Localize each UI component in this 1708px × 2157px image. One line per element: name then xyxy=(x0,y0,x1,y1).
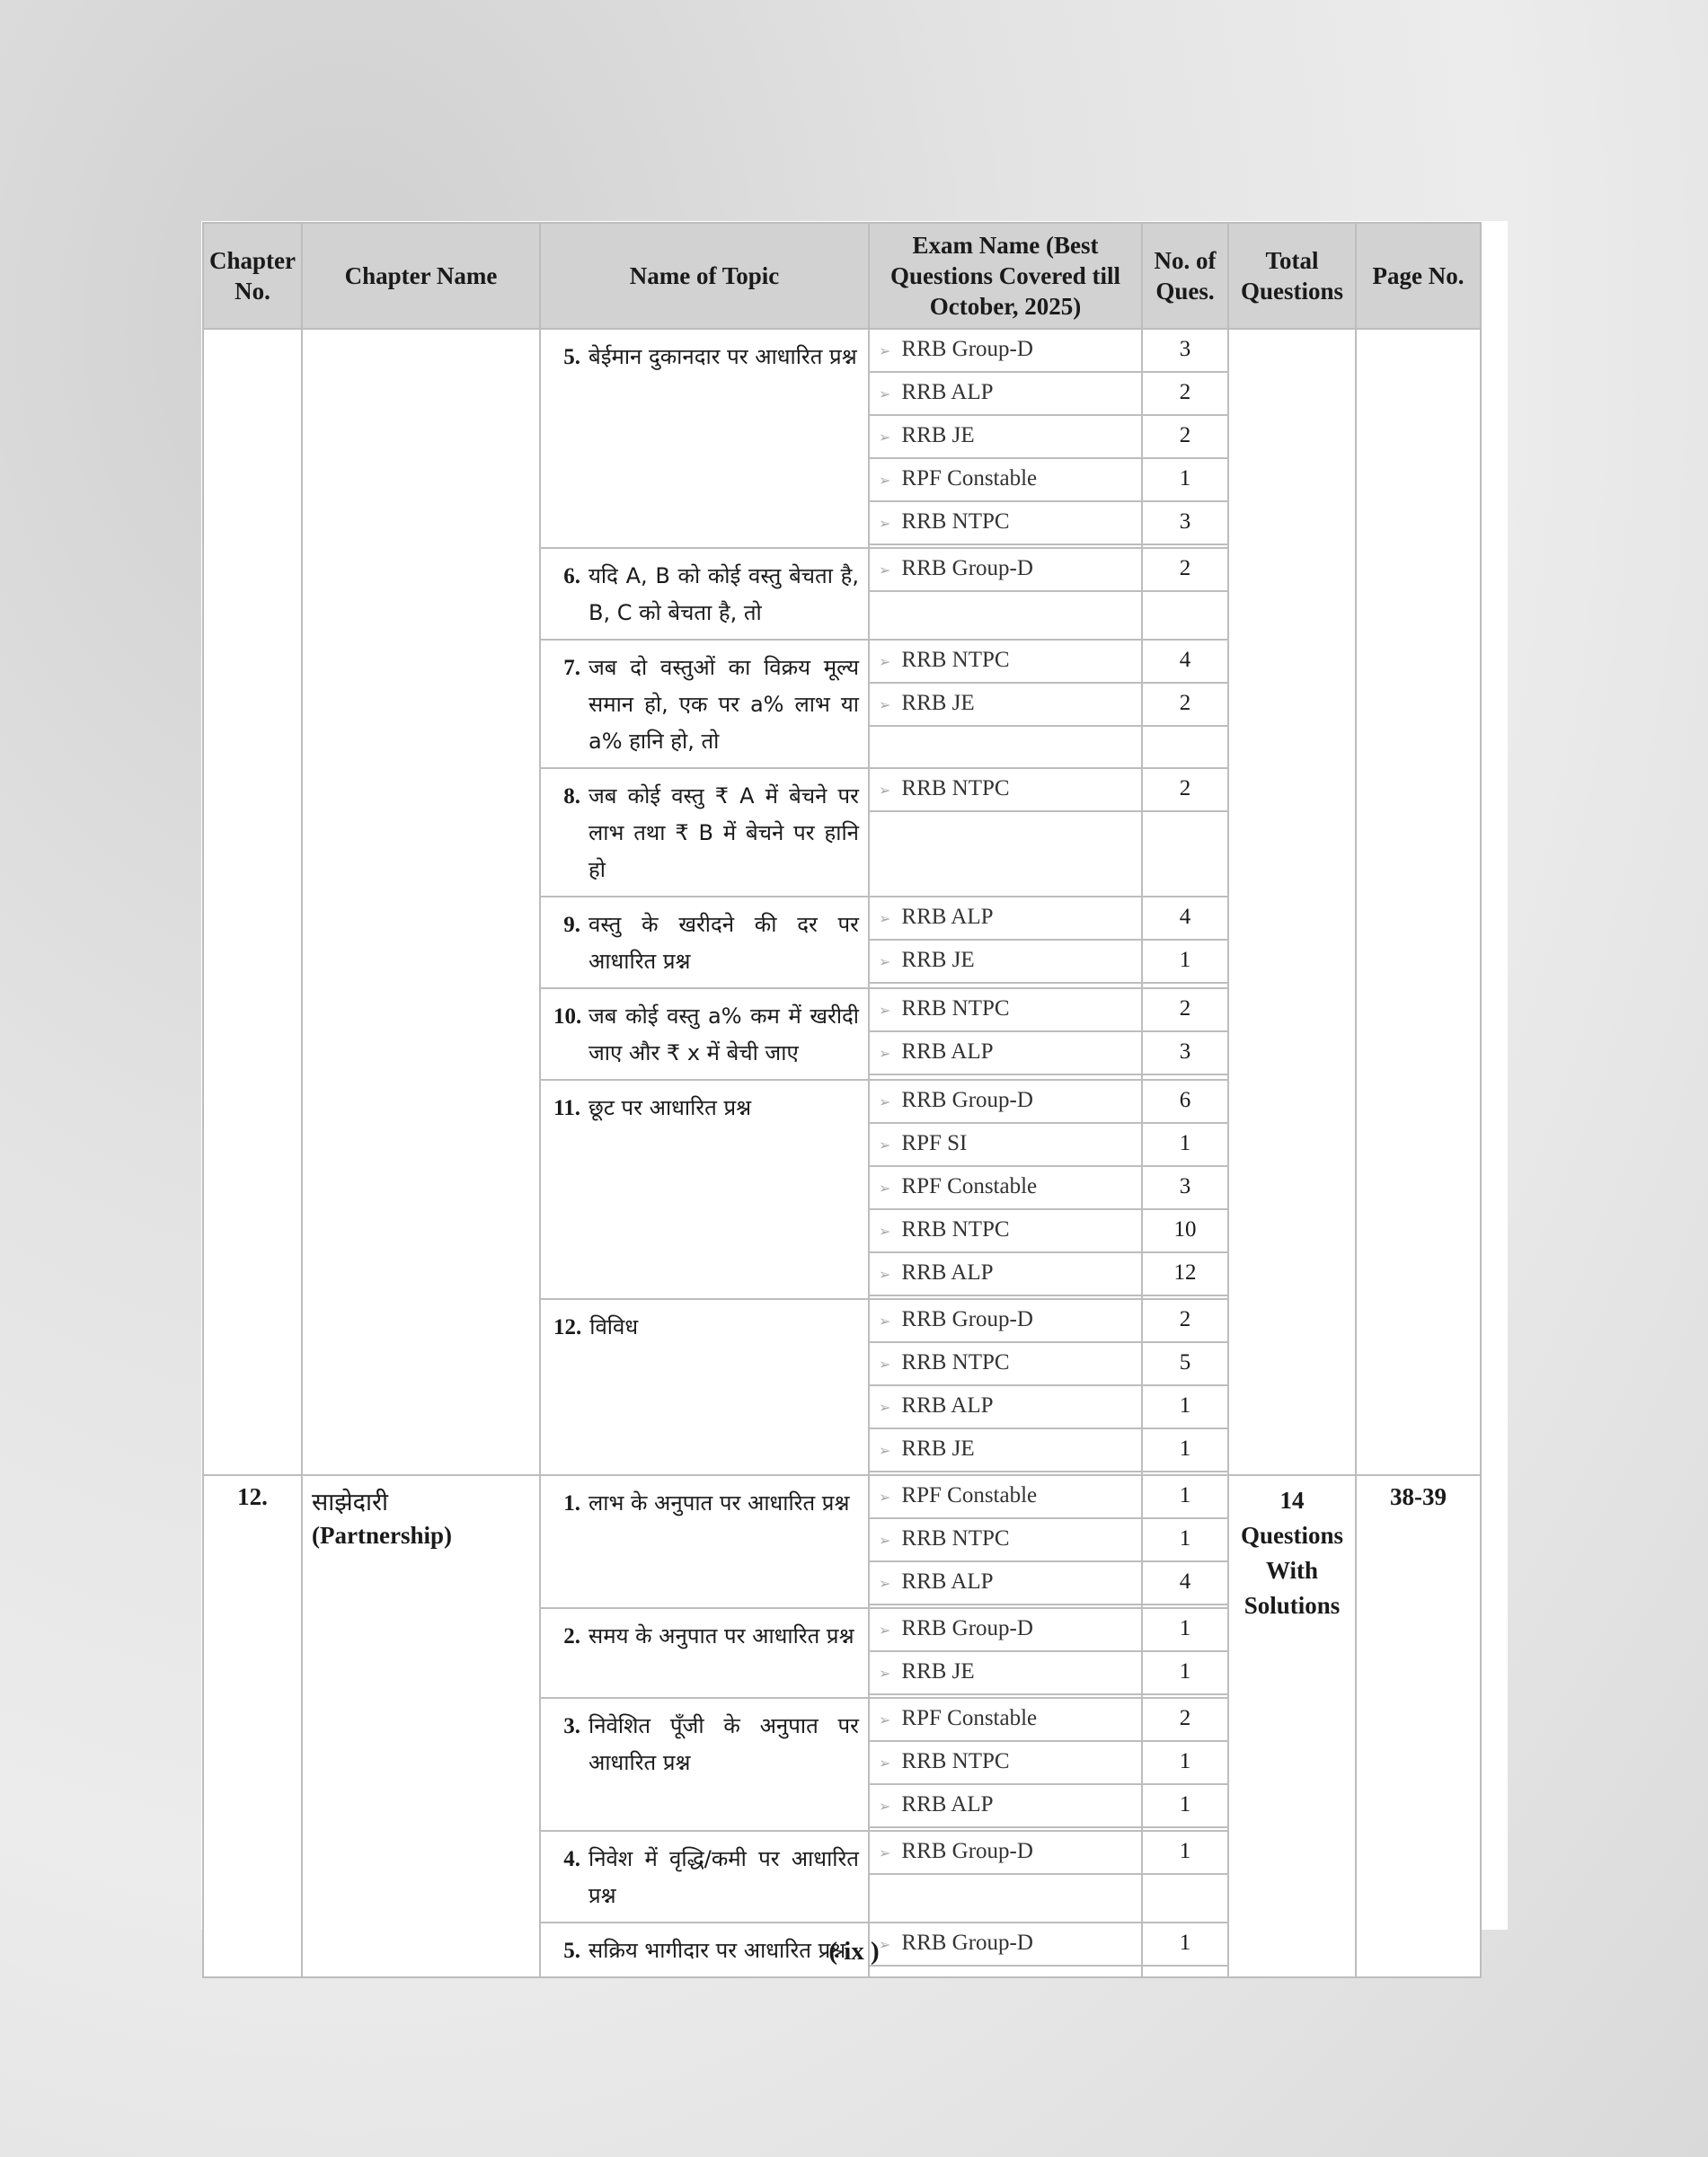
question-count: 10 xyxy=(1142,1209,1228,1252)
exam-name: RRB ALP xyxy=(901,1792,994,1817)
exam-name-cell xyxy=(869,501,1142,544)
exam-gap-cell xyxy=(869,1874,1142,1923)
exam-name-cell xyxy=(869,1698,1142,1741)
question-count: 2 xyxy=(1142,1299,1228,1342)
exam-name: RRB NTPC xyxy=(901,1350,1010,1375)
exam-name: RRB Group-D xyxy=(901,1839,1033,1863)
topic-name: वस्तु के खरीदने की दर पर आधारित प्रश्न xyxy=(589,912,859,974)
exam-name: RRB ALP xyxy=(901,905,994,929)
arrowhead-icon: ➢ xyxy=(879,1489,891,1506)
arrowhead-icon: ➢ xyxy=(879,1622,891,1639)
exam-gap-cell xyxy=(869,591,1142,640)
topic-name: समय के अनुपात पर आधारित प्रश्न xyxy=(589,1623,854,1649)
total-questions xyxy=(1228,1475,1356,1977)
table-row xyxy=(203,329,1481,372)
exam-name-cell xyxy=(869,1299,1142,1342)
topic-number: 7. xyxy=(563,656,580,680)
header-no-of-ques: No. of Ques. xyxy=(1142,223,1228,329)
topic-entry xyxy=(553,558,859,632)
topic-name: निवेशित पूँजी के अनुपात पर आधारित प्रश्न xyxy=(589,1713,859,1775)
exam-name: RRB JE xyxy=(901,423,975,447)
question-count: 4 xyxy=(1142,897,1228,940)
chapter-number: 12. xyxy=(203,1475,302,1977)
page-range: 38-39 xyxy=(1356,1475,1481,1977)
exam-name: RRB NTPC xyxy=(901,996,1010,1021)
exam-name-cell xyxy=(869,640,1142,683)
topic-number: 1. xyxy=(563,1491,580,1516)
arrowhead-icon: ➢ xyxy=(879,1399,891,1416)
exam-name: RPF Constable xyxy=(901,1706,1038,1730)
exam-name-cell xyxy=(869,940,1142,983)
topic-number: 9. xyxy=(563,913,580,937)
question-count: 1 xyxy=(1142,1923,1228,1966)
exam-name: RRB NTPC xyxy=(901,1749,1010,1773)
total-questions-cell xyxy=(1228,329,1356,1475)
arrowhead-icon: ➢ xyxy=(879,1266,891,1283)
exam-name-cell xyxy=(869,1123,1142,1166)
question-count: 1 xyxy=(1142,1123,1228,1166)
page-range-cell xyxy=(1356,329,1481,1475)
arrowhead-icon: ➢ xyxy=(879,653,891,670)
arrowhead-icon: ➢ xyxy=(879,1223,891,1240)
ques-gap-cell xyxy=(1142,1966,1228,1977)
exam-name-cell xyxy=(869,1741,1142,1784)
exam-name: RRB ALP xyxy=(901,380,994,404)
arrowhead-icon: ➢ xyxy=(879,1665,891,1682)
question-count: 1 xyxy=(1142,1475,1228,1518)
header-total: Total Questions xyxy=(1228,223,1356,329)
chapter-name-hindi: साझेदारी xyxy=(312,1489,389,1516)
chapter-name xyxy=(302,1475,540,1977)
topic-entry xyxy=(553,1841,859,1914)
ques-gap-cell xyxy=(1142,811,1228,897)
arrowhead-icon: ➢ xyxy=(879,782,891,799)
exam-name: RRB JE xyxy=(901,691,975,715)
exam-name: RPF SI xyxy=(901,1131,968,1155)
question-count: 3 xyxy=(1142,1031,1228,1074)
question-count: 2 xyxy=(1142,1698,1228,1741)
exam-name-cell xyxy=(869,1385,1142,1428)
question-count: 2 xyxy=(1142,988,1228,1031)
exam-name: RRB Group-D xyxy=(901,337,1033,361)
table-row xyxy=(203,1475,1481,1518)
arrowhead-icon: ➢ xyxy=(879,1356,891,1373)
question-count: 1 xyxy=(1142,1428,1228,1472)
arrowhead-icon: ➢ xyxy=(879,1755,891,1772)
topic-cell xyxy=(540,988,869,1080)
topic-number: 3. xyxy=(563,1714,580,1738)
chapter-name-english: (Partnership) xyxy=(312,1522,452,1549)
topic-cell xyxy=(540,548,869,640)
topic-cell xyxy=(540,640,869,768)
exam-name: RRB ALP xyxy=(901,1569,994,1594)
exam-name-cell xyxy=(869,1080,1142,1123)
topic-name: जब कोई वस्तु a% कम में खरीदी जाए और ₹ x में बेची जाए xyxy=(589,1003,859,1065)
header-chapter-no: Chapter No. xyxy=(203,223,302,329)
exam-gap-cell xyxy=(869,811,1142,897)
ques-gap-cell xyxy=(1142,726,1228,768)
question-count: 1 xyxy=(1142,1518,1228,1561)
exam-name-cell xyxy=(869,683,1142,726)
arrowhead-icon: ➢ xyxy=(879,1844,891,1861)
topic-number: 5. xyxy=(563,1939,580,1963)
ques-gap-cell xyxy=(1142,1874,1228,1923)
question-count: 2 xyxy=(1142,372,1228,415)
arrowhead-icon: ➢ xyxy=(879,953,891,970)
exam-name: RPF Constable xyxy=(901,466,1038,491)
header-topic: Name of Topic xyxy=(540,223,869,329)
chapter-name-cell xyxy=(302,329,540,1475)
exam-name: RRB NTPC xyxy=(901,1526,1010,1551)
question-count: 1 xyxy=(1142,458,1228,501)
exam-name: RRB NTPC xyxy=(901,648,1010,672)
arrowhead-icon: ➢ xyxy=(879,342,891,359)
exam-name-cell xyxy=(869,1831,1142,1874)
exam-name: RRB Group-D xyxy=(901,1307,1033,1331)
question-count: 3 xyxy=(1142,1166,1228,1209)
arrowhead-icon: ➢ xyxy=(879,472,891,489)
question-count: 4 xyxy=(1142,640,1228,683)
topic-number: 11. xyxy=(553,1096,580,1120)
header-exam: Exam Name (Best Questions Covered till October, 2025) xyxy=(869,223,1142,329)
arrowhead-icon: ➢ xyxy=(879,1180,891,1197)
exam-gap-cell xyxy=(869,726,1142,768)
question-count: 1 xyxy=(1142,1831,1228,1874)
topic-name: जब कोई वस्तु ₹ A में बेचने पर लाभ तथा ₹ B में बेचने पर हानि हो xyxy=(589,783,859,882)
exam-name-cell xyxy=(869,415,1142,458)
topic-name: निवेश में वृद्धि/कमी पर आधारित प्रश्न xyxy=(589,1846,859,1908)
table-body xyxy=(203,329,1481,1977)
topic-entry xyxy=(553,1090,859,1127)
arrowhead-icon: ➢ xyxy=(879,515,891,532)
topic-cell xyxy=(540,768,869,897)
question-count: 2 xyxy=(1142,548,1228,591)
exam-name-cell xyxy=(869,1561,1142,1604)
question-count: 1 xyxy=(1142,1784,1228,1827)
exam-name-cell xyxy=(869,1784,1142,1827)
chapter-table xyxy=(202,222,1482,1978)
exam-name: RRB NTPC xyxy=(901,509,1010,534)
question-count: 12 xyxy=(1142,1252,1228,1295)
exam-name: RRB Group-D xyxy=(901,1931,1033,1955)
topic-cell xyxy=(540,1475,869,1608)
exam-name: RRB ALP xyxy=(901,1260,994,1285)
arrowhead-icon: ➢ xyxy=(879,910,891,927)
exam-gap-cell xyxy=(869,1966,1142,1977)
exam-name: RPF Constable xyxy=(901,1174,1038,1198)
exam-name-cell xyxy=(869,1252,1142,1295)
arrowhead-icon: ➢ xyxy=(879,1711,891,1728)
topic-name: बेईमान दुकानदार पर आधारित प्रश्न xyxy=(589,344,857,369)
exam-name-cell xyxy=(869,897,1142,940)
topic-cell xyxy=(540,1080,869,1299)
topic-name: लाभ के अनुपात पर आधारित प्रश्न xyxy=(589,1490,850,1516)
exam-name-cell xyxy=(869,1209,1142,1252)
topic-cell xyxy=(540,329,869,548)
topic-name: जब दो वस्तुओं का विक्रय मूल्य समान हो, एक पर a% लाभ या a% हानि हो, तो xyxy=(589,655,859,754)
exam-name-cell xyxy=(869,1651,1142,1694)
exam-name-cell xyxy=(869,548,1142,591)
arrowhead-icon: ➢ xyxy=(879,1313,891,1330)
topic-entry xyxy=(553,906,859,980)
topic-cell xyxy=(540,1299,869,1475)
arrowhead-icon: ➢ xyxy=(879,1532,891,1549)
exam-name-cell xyxy=(869,329,1142,372)
exam-name-cell xyxy=(869,458,1142,501)
exam-name-cell xyxy=(869,1475,1142,1518)
arrowhead-icon: ➢ xyxy=(879,1575,891,1592)
exam-name: RRB NTPC xyxy=(901,776,1010,800)
topic-entry xyxy=(553,1618,859,1655)
question-count: 1 xyxy=(1142,1651,1228,1694)
topic-entry xyxy=(553,1309,859,1346)
exam-name: RRB ALP xyxy=(901,1393,994,1418)
topic-name: यदि A, B को कोई वस्तु बेचता है, B, C को बेचता है, तो xyxy=(589,563,859,625)
question-count: 1 xyxy=(1142,1741,1228,1784)
arrowhead-icon: ➢ xyxy=(879,1136,891,1154)
header-chapter-name: Chapter Name xyxy=(302,223,540,329)
exam-name: RRB Group-D xyxy=(901,556,1033,580)
arrowhead-icon: ➢ xyxy=(879,429,891,446)
question-count: 5 xyxy=(1142,1342,1228,1385)
question-count: 3 xyxy=(1142,329,1228,372)
header-page: Page No. xyxy=(1356,223,1481,329)
question-count: 1 xyxy=(1142,1608,1228,1651)
exam-name-cell xyxy=(869,1428,1142,1472)
topic-number: 6. xyxy=(563,564,580,588)
arrowhead-icon: ➢ xyxy=(879,1002,891,1019)
question-count: 2 xyxy=(1142,768,1228,811)
topic-entry xyxy=(553,778,859,888)
total-questions-line: With xyxy=(1265,1557,1319,1584)
topic-number: 4. xyxy=(563,1847,580,1871)
arrowhead-icon: ➢ xyxy=(879,1093,891,1110)
topic-cell xyxy=(540,1608,869,1698)
arrowhead-icon: ➢ xyxy=(879,1442,891,1459)
exam-name-cell xyxy=(869,768,1142,811)
exam-name-cell xyxy=(869,1342,1142,1385)
exam-name-cell xyxy=(869,372,1142,415)
topic-entry xyxy=(553,1708,859,1781)
arrowhead-icon: ➢ xyxy=(879,696,891,713)
arrowhead-icon: ➢ xyxy=(879,1936,891,1953)
topic-name: विविध xyxy=(589,1314,639,1339)
question-count: 6 xyxy=(1142,1080,1228,1123)
exam-name-cell xyxy=(869,1518,1142,1561)
exam-name: RRB ALP xyxy=(901,1039,994,1064)
exam-name: RRB JE xyxy=(901,1659,975,1684)
chapter-number-cell xyxy=(203,329,302,1475)
topic-number: 2. xyxy=(563,1624,580,1649)
question-count: 3 xyxy=(1142,501,1228,544)
topic-entry xyxy=(553,339,859,376)
topic-cell xyxy=(540,1831,869,1923)
question-count: 1 xyxy=(1142,940,1228,983)
exam-name-cell xyxy=(869,1608,1142,1651)
question-count: 2 xyxy=(1142,415,1228,458)
ques-gap-cell xyxy=(1142,591,1228,640)
table-header-row xyxy=(203,223,1481,329)
topic-name: सक्रिय भागीदार पर आधारित प्रश्न xyxy=(589,1938,846,1963)
topic-cell xyxy=(540,897,869,988)
arrowhead-icon: ➢ xyxy=(879,1045,891,1062)
question-count: 1 xyxy=(1142,1385,1228,1428)
exam-name: RRB Group-D xyxy=(901,1088,1033,1112)
arrowhead-icon: ➢ xyxy=(879,385,891,402)
exam-name: RPF Constable xyxy=(901,1483,1038,1507)
page-number: ( ix ) xyxy=(828,1937,880,1966)
topic-number: 5. xyxy=(563,345,580,369)
topic-number: 10. xyxy=(553,1004,582,1029)
exam-name-cell xyxy=(869,1166,1142,1209)
arrowhead-icon: ➢ xyxy=(879,1798,891,1815)
total-questions-line: Solutions xyxy=(1243,1592,1341,1619)
topic-name: छूट पर आधारित प्रश्न xyxy=(589,1095,752,1120)
exam-name: RRB JE xyxy=(901,1437,975,1461)
exam-name: RRB Group-D xyxy=(901,1616,1033,1640)
exam-name-cell xyxy=(869,988,1142,1031)
exam-name: RRB JE xyxy=(901,948,975,972)
topic-number: 8. xyxy=(563,784,580,809)
topic-entry xyxy=(553,650,859,760)
total-questions-line: Questions xyxy=(1240,1522,1344,1549)
exam-name-cell xyxy=(869,1031,1142,1074)
total-questions-line: 14 xyxy=(1279,1487,1305,1514)
question-count: 4 xyxy=(1142,1561,1228,1604)
exam-name: RRB NTPC xyxy=(901,1217,1010,1242)
question-count: 2 xyxy=(1142,683,1228,726)
topic-cell xyxy=(540,1698,869,1831)
arrowhead-icon: ➢ xyxy=(879,561,891,579)
topic-number: 12. xyxy=(553,1315,582,1339)
topic-entry xyxy=(553,1485,859,1522)
topic-entry xyxy=(553,998,859,1072)
